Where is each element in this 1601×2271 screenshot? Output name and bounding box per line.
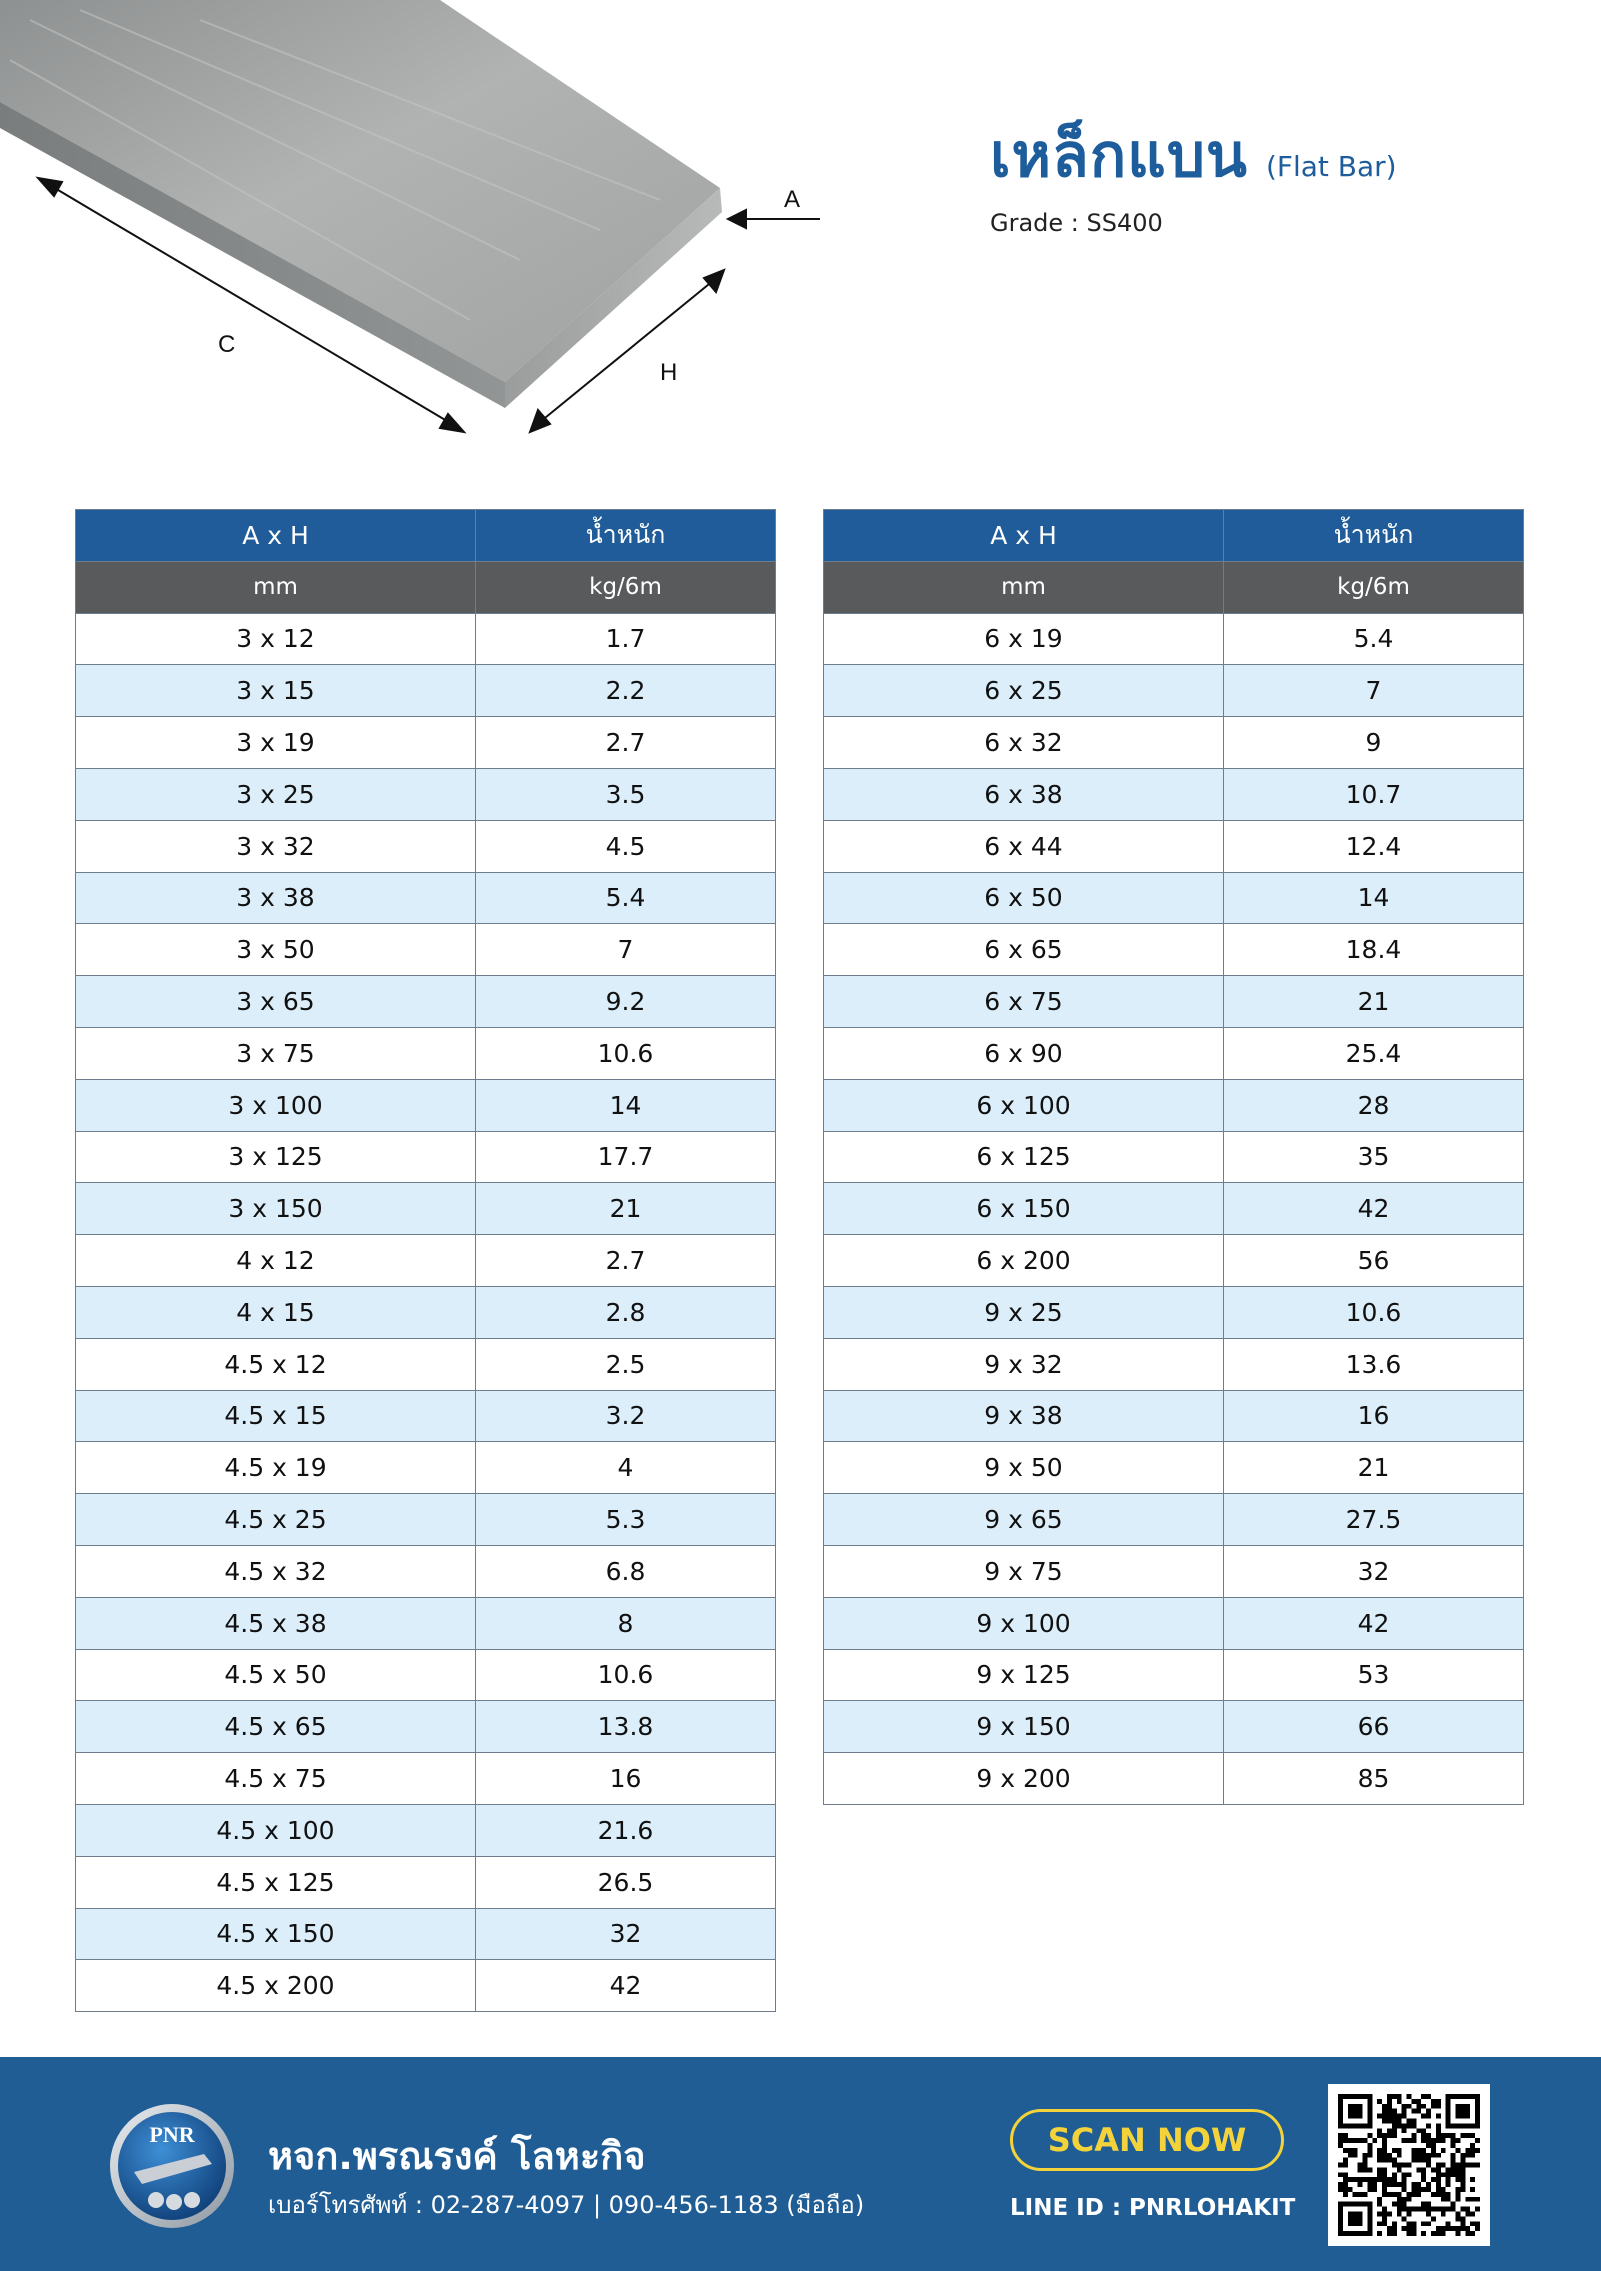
cell-weight: 5.3	[476, 1494, 776, 1546]
table-row	[824, 1701, 1524, 1753]
table-row	[824, 1338, 1524, 1390]
table-row	[824, 1649, 1524, 1701]
cell-size: 9 x 65	[824, 1494, 1224, 1546]
cell-size: 6 x 19	[824, 613, 1224, 665]
table-row	[76, 872, 776, 924]
cell-weight: 3.2	[476, 1390, 776, 1442]
cell-size: 9 x 38	[824, 1390, 1224, 1442]
table-row	[824, 1545, 1524, 1597]
scan-now-button[interactable]: SCAN NOW	[1010, 2109, 1284, 2171]
table-row	[824, 1027, 1524, 1079]
line-id-label: LINE ID : PNRLOHAKIT	[1010, 2195, 1296, 2221]
table-row	[824, 613, 1524, 665]
cell-weight: 66	[1224, 1701, 1524, 1753]
cell-size: 6 x 32	[824, 717, 1224, 769]
cell-weight: 5.4	[1224, 613, 1524, 665]
cell-weight: 16	[1224, 1390, 1524, 1442]
flat-bar-illustration	[0, 0, 830, 460]
cell-size: 6 x 65	[824, 924, 1224, 976]
cell-weight: 2.2	[476, 665, 776, 717]
cell-weight: 16	[476, 1753, 776, 1805]
cell-weight: 42	[1224, 1183, 1524, 1235]
cell-size: 4.5 x 15	[76, 1390, 476, 1442]
cell-size: 3 x 75	[76, 1027, 476, 1079]
table-row	[824, 768, 1524, 820]
column-header-weight: น้ำหนัก	[1224, 510, 1524, 562]
cell-size: 3 x 32	[76, 820, 476, 872]
cell-weight: 35	[1224, 1131, 1524, 1183]
page-subtitle: (Flat Bar)	[1265, 150, 1397, 183]
cell-weight: 2.7	[476, 717, 776, 769]
table-row	[76, 1908, 776, 1960]
cell-size: 9 x 32	[824, 1338, 1224, 1390]
cell-weight: 85	[1224, 1753, 1524, 1805]
cell-size: 4.5 x 25	[76, 1494, 476, 1546]
table-row	[76, 976, 776, 1028]
cell-weight: 32	[476, 1908, 776, 1960]
spec-table-left	[75, 509, 776, 2012]
grade-label: Grade : SS400	[990, 209, 1163, 237]
cell-size: 4.5 x 150	[76, 1908, 476, 1960]
cell-weight: 8	[476, 1597, 776, 1649]
cell-size: 9 x 100	[824, 1597, 1224, 1649]
spec-table-right	[823, 509, 1524, 1805]
column-header-size: A x H	[824, 510, 1224, 562]
cell-weight: 21	[476, 1183, 776, 1235]
column-header-weight: น้ำหนัก	[476, 510, 776, 562]
cell-weight: 3.5	[476, 768, 776, 820]
cell-weight: 9.2	[476, 976, 776, 1028]
cell-size: 6 x 90	[824, 1027, 1224, 1079]
cell-weight: 9	[1224, 717, 1524, 769]
column-header-size: A x H	[76, 510, 476, 562]
cell-size: 6 x 75	[824, 976, 1224, 1028]
table-row	[824, 976, 1524, 1028]
table-row	[824, 1286, 1524, 1338]
table-row	[76, 1338, 776, 1390]
cell-size: 4.5 x 75	[76, 1753, 476, 1805]
cell-size: 4.5 x 125	[76, 1856, 476, 1908]
cell-weight: 56	[1224, 1235, 1524, 1287]
cell-size: 3 x 150	[76, 1183, 476, 1235]
table-row	[824, 717, 1524, 769]
table-row	[824, 1183, 1524, 1235]
cell-size: 4.5 x 19	[76, 1442, 476, 1494]
cell-weight: 2.7	[476, 1235, 776, 1287]
cell-weight: 10.6	[476, 1027, 776, 1079]
cell-weight: 14	[476, 1079, 776, 1131]
table-row	[824, 665, 1524, 717]
cell-weight: 27.5	[1224, 1494, 1524, 1546]
cell-size: 3 x 100	[76, 1079, 476, 1131]
cell-size: 3 x 38	[76, 872, 476, 924]
table-row	[824, 924, 1524, 976]
cell-size: 3 x 19	[76, 717, 476, 769]
cell-weight: 32	[1224, 1545, 1524, 1597]
cell-size: 4.5 x 12	[76, 1338, 476, 1390]
column-unit-size: mm	[76, 561, 476, 613]
cell-weight: 13.8	[476, 1701, 776, 1753]
cell-size: 3 x 15	[76, 665, 476, 717]
cell-size: 4.5 x 50	[76, 1649, 476, 1701]
table-row	[76, 1390, 776, 1442]
cell-size: 6 x 150	[824, 1183, 1224, 1235]
cell-size: 3 x 125	[76, 1131, 476, 1183]
table-row	[76, 1286, 776, 1338]
cell-size: 6 x 50	[824, 872, 1224, 924]
table-row	[76, 1856, 776, 1908]
table-row	[76, 1545, 776, 1597]
table-row	[76, 1649, 776, 1701]
cell-size: 6 x 25	[824, 665, 1224, 717]
cell-size: 3 x 65	[76, 976, 476, 1028]
column-unit-weight: kg/6m	[476, 561, 776, 613]
cell-size: 6 x 125	[824, 1131, 1224, 1183]
dimension-a-label: A	[784, 186, 801, 213]
table-row	[824, 1442, 1524, 1494]
logo-text: PNR	[149, 2122, 195, 2147]
table-row	[76, 1701, 776, 1753]
table-row	[76, 1960, 776, 2012]
cell-weight: 21	[1224, 976, 1524, 1028]
cell-size: 4.5 x 32	[76, 1545, 476, 1597]
table-row	[76, 924, 776, 976]
table-row	[824, 1753, 1524, 1805]
cell-weight: 28	[1224, 1079, 1524, 1131]
cell-size: 4.5 x 65	[76, 1701, 476, 1753]
table-row	[76, 1079, 776, 1131]
column-unit-size: mm	[824, 561, 1224, 613]
cell-size: 9 x 50	[824, 1442, 1224, 1494]
cell-size: 4.5 x 100	[76, 1804, 476, 1856]
cell-weight: 26.5	[476, 1856, 776, 1908]
table-row	[824, 1494, 1524, 1546]
cell-size: 9 x 125	[824, 1649, 1224, 1701]
cell-weight: 10.6	[1224, 1286, 1524, 1338]
table-row	[76, 1753, 776, 1805]
cell-weight: 17.7	[476, 1131, 776, 1183]
table-row	[76, 1804, 776, 1856]
cell-weight: 1.7	[476, 613, 776, 665]
cell-size: 4.5 x 200	[76, 1960, 476, 2012]
cell-size: 3 x 25	[76, 768, 476, 820]
cell-weight: 14	[1224, 872, 1524, 924]
table-row	[76, 665, 776, 717]
page-title: เหล็กแบน	[990, 121, 1248, 191]
table-row	[76, 1442, 776, 1494]
cell-weight: 25.4	[1224, 1027, 1524, 1079]
company-name: หจก.พรณรงค์ โลหะกิจ	[268, 2134, 646, 2178]
cell-weight: 4.5	[476, 820, 776, 872]
table-row	[824, 820, 1524, 872]
table-row	[824, 1079, 1524, 1131]
title-block	[990, 108, 1550, 237]
table-row	[76, 717, 776, 769]
table-row	[824, 1235, 1524, 1287]
cell-size: 9 x 75	[824, 1545, 1224, 1597]
cell-size: 9 x 150	[824, 1701, 1224, 1753]
cell-size: 6 x 200	[824, 1235, 1224, 1287]
cell-size: 3 x 12	[76, 613, 476, 665]
cell-weight: 53	[1224, 1649, 1524, 1701]
cell-weight: 21	[1224, 1442, 1524, 1494]
cell-weight: 10.7	[1224, 768, 1524, 820]
table-row	[824, 1131, 1524, 1183]
company-phone: เบอร์โทรศัพท์ : 02-287-4097 | 090-456-1183 (มือถือ)	[268, 2191, 865, 2219]
footer-banner	[0, 2057, 1601, 2271]
table-row	[76, 1027, 776, 1079]
cell-size: 3 x 50	[76, 924, 476, 976]
table-row	[76, 820, 776, 872]
cell-size: 9 x 200	[824, 1753, 1224, 1805]
table-row	[824, 1597, 1524, 1649]
cell-weight: 42	[476, 1960, 776, 2012]
cell-weight: 2.5	[476, 1338, 776, 1390]
cell-size: 6 x 44	[824, 820, 1224, 872]
cell-weight: 10.6	[476, 1649, 776, 1701]
cell-weight: 18.4	[1224, 924, 1524, 976]
cell-weight: 13.6	[1224, 1338, 1524, 1390]
cell-weight: 2.8	[476, 1286, 776, 1338]
cell-size: 9 x 25	[824, 1286, 1224, 1338]
cell-weight: 5.4	[476, 872, 776, 924]
cell-size: 6 x 100	[824, 1079, 1224, 1131]
cell-weight: 21.6	[476, 1804, 776, 1856]
table-row	[824, 1390, 1524, 1442]
qr-code[interactable]	[1328, 2084, 1490, 2246]
cell-weight: 12.4	[1224, 820, 1524, 872]
table-row	[76, 613, 776, 665]
table-row	[76, 1235, 776, 1287]
table-row	[76, 1494, 776, 1546]
cell-weight: 4	[476, 1442, 776, 1494]
table-row	[76, 1183, 776, 1235]
dimension-a-arrow	[728, 210, 820, 228]
cell-size: 4 x 12	[76, 1235, 476, 1287]
dimension-c-label: C	[218, 331, 236, 358]
cell-size: 6 x 38	[824, 768, 1224, 820]
column-unit-weight: kg/6m	[1224, 561, 1524, 613]
table-row	[824, 872, 1524, 924]
cell-weight: 7	[1224, 665, 1524, 717]
table-row	[76, 1131, 776, 1183]
cell-weight: 7	[476, 924, 776, 976]
company-logo	[108, 2102, 236, 2230]
table-row	[76, 1597, 776, 1649]
table-row	[76, 768, 776, 820]
cell-size: 4.5 x 38	[76, 1597, 476, 1649]
cell-size: 4 x 15	[76, 1286, 476, 1338]
dimension-h-label: H	[660, 359, 678, 386]
cell-weight: 6.8	[476, 1545, 776, 1597]
cell-weight: 42	[1224, 1597, 1524, 1649]
